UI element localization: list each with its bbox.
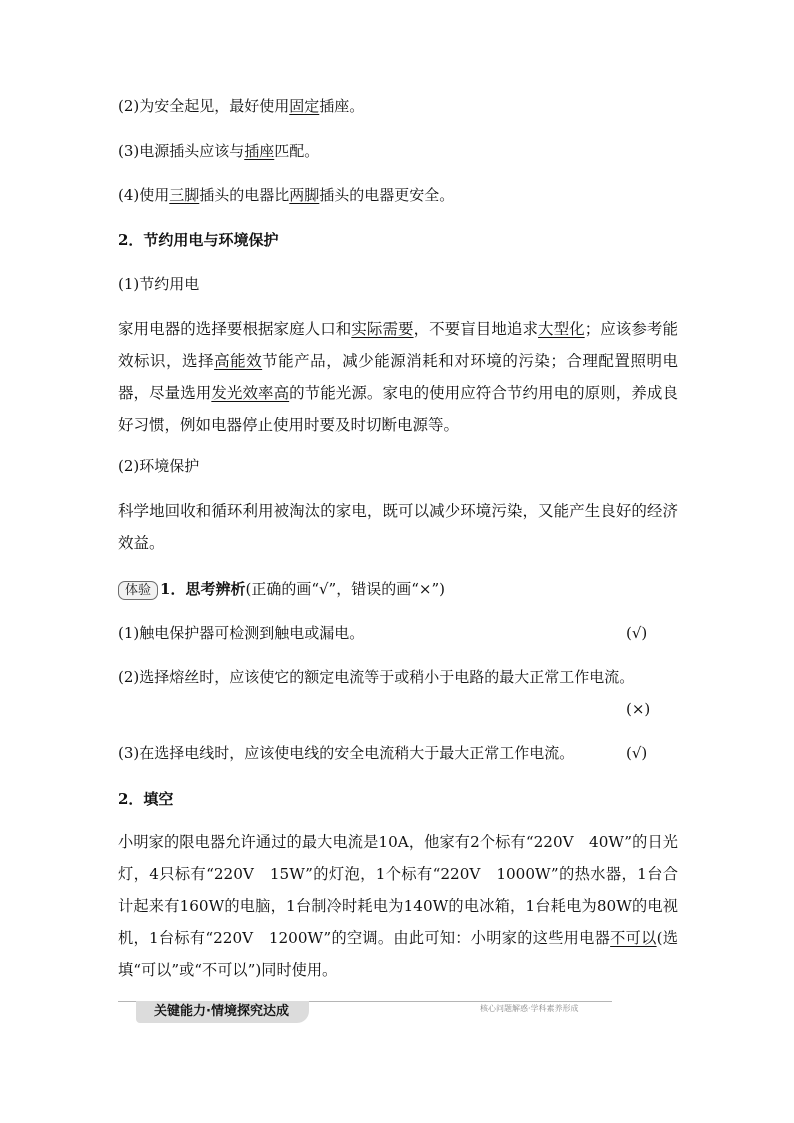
- item-3-answer: 插座: [244, 142, 275, 160]
- paragraph-environment: 科学地回收和循环利用被淘汰的家电，既可以减少环境污染，又能产生良好的经济效益。: [118, 502, 678, 552]
- para1-answer-1: 实际需要: [351, 320, 414, 338]
- footer-caption: 核心问题解惑·学科素养形成: [480, 1004, 579, 1013]
- item-4: [118, 179, 678, 212]
- para1-answer-2: 大型化: [538, 320, 585, 338]
- exercise-2-answer: 不可以: [610, 929, 657, 947]
- statement-2-mark: (×): [626, 700, 651, 718]
- item-2-answer: 固定: [289, 97, 320, 115]
- subheading-energy-saving: (1)节约用电: [118, 275, 200, 293]
- exercise-2-heading: 2．填空: [118, 790, 174, 808]
- item-4-mid: 插头的电器比: [199, 186, 290, 204]
- exercise-1-title: 1．思考辨析: [160, 580, 246, 598]
- subheading-environment: (2)环境保护: [118, 457, 200, 475]
- section-heading: 2．节约用电与环境保护: [118, 231, 279, 249]
- item-3-text: (3)电源插头应该与: [118, 142, 245, 160]
- statement-3-mark: (√): [626, 744, 648, 762]
- exercise-1-note: (正确的画“√”，错误的画“×”): [245, 580, 445, 598]
- exercise-2-tail: (选填“可以”或“不可以”)同时使用。: [118, 929, 678, 979]
- statement-1: (1)触电保护器可检测到触电或漏电。: [118, 624, 365, 642]
- footer-section-tab: 关键能力·情境探究达成: [136, 1001, 309, 1023]
- item-4-text: (4)使用: [118, 186, 170, 204]
- para1-answer-4: 发光效率高: [211, 384, 290, 402]
- experience-badge: 体验: [118, 581, 158, 600]
- statement-2: (2)选择熔丝时，应该使它的额定电流等于或稍小于电路的最大正常工作电流。: [118, 668, 635, 686]
- item-4-tail: 插头的电器更安全。: [319, 186, 455, 204]
- para1-text-1: 家用电器的选择要根据家庭人口和: [118, 320, 352, 338]
- exercise-2-body: 小明家的限电器允许通过的最大电流是10A，他家有2个标有“220V 40W”的日光灯，4只标有“220V 15W”的灯泡，1个标有“220V 1000W”的热水器，1台合计起来有160W的电脑，1台制冷时耗电为140W的电冰箱，1台耗电为80W的电视机，1台标有“220V 1200W”的空调。由此可知：小明家的这些用电器: [118, 833, 678, 947]
- para1-text-2: ，不要盲目地追求: [413, 320, 539, 338]
- item-2: [118, 90, 678, 123]
- paragraph-energy-saving: [118, 313, 678, 441]
- item-4-answer-1: 三脚: [169, 186, 200, 204]
- statement-1-mark: (√): [626, 624, 648, 642]
- item-3: [118, 135, 678, 168]
- para1-text-4: 节能产品，减少能源消耗和对环境的污染；合理配置照明电器，尽量选用: [118, 352, 678, 402]
- item-2-text: (2)为安全起见，最好使用: [118, 97, 290, 115]
- item-4-answer-2: 两脚: [289, 186, 320, 204]
- para1-answer-3: 高能效: [214, 352, 263, 370]
- item-2-tail: 插座。: [319, 97, 365, 115]
- para1-text-3: ；应该参考能效标识，选择: [118, 320, 678, 370]
- exercise-2-text: [118, 826, 678, 986]
- statement-3: (3)在选择电线时，应该使电线的安全电流稍大于最大正常工作电流。: [118, 744, 575, 762]
- item-3-tail: 匹配。: [274, 142, 320, 160]
- para1-text-5: 的节能光源。家电的使用应符合节约用电的原则，养成良好习惯，例如电器停止使用时要及时切断电源等。: [118, 384, 678, 434]
- exercise-1-heading: [118, 573, 678, 606]
